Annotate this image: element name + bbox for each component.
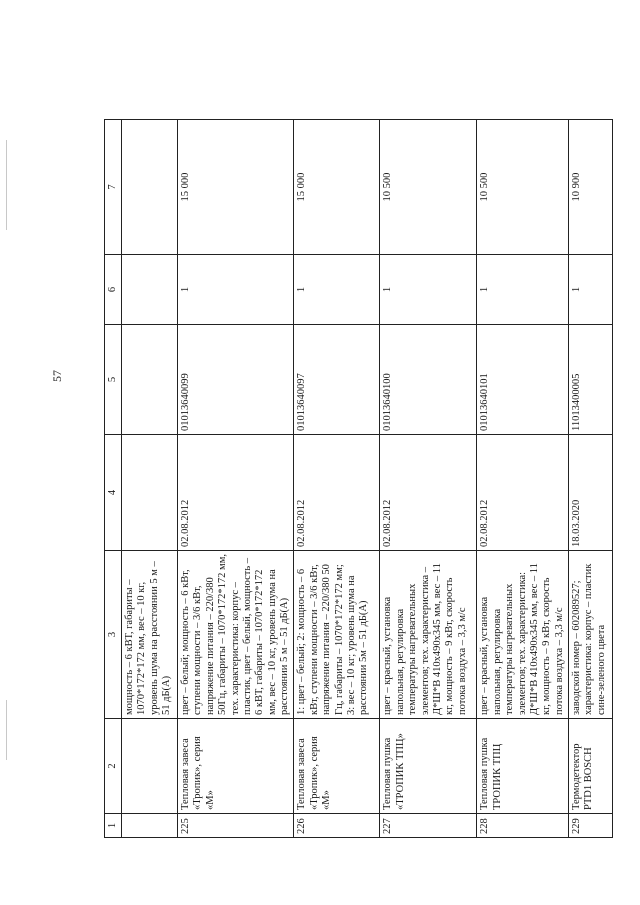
item-quantity <box>122 255 178 325</box>
page-number: 57 <box>50 370 64 382</box>
col-header-2: 2 <box>105 719 122 814</box>
table-row <box>569 120 613 838</box>
row-number: 228 <box>477 814 569 838</box>
inventory-table-container <box>104 120 607 838</box>
col-header-7: 7 <box>105 120 122 255</box>
inventory-number: 01013640097 <box>294 325 380 435</box>
item-date: 02.08.2012 <box>294 435 380 551</box>
col-header-4: 4 <box>105 435 122 551</box>
item-price: 15 000 <box>178 120 294 255</box>
col-header-5: 5 <box>105 325 122 435</box>
item-price: 10 900 <box>569 120 613 255</box>
item-date: 02.08.2012 <box>178 435 294 551</box>
item-price: 10 500 <box>380 120 477 255</box>
row-number: 227 <box>380 814 477 838</box>
item-name: Тепловая завеса «Тропик», серия «М» <box>178 719 294 814</box>
scan-edge-mark <box>6 700 7 760</box>
table-row <box>122 120 178 838</box>
inventory-number: 11013400005 <box>569 325 613 435</box>
inventory-number: 01013640101 <box>477 325 569 435</box>
item-name: Тепловая завеса «Тропик», серия «М» <box>294 719 380 814</box>
header-row <box>105 120 122 838</box>
item-description: цвет – красный, установка напольная, регулировка температуры нагревательных элементов; тех. характеристика: Д*Ш*В 410х490х345 мм, вес – 11 кг, мощность – 9 кВт, скорость потока воздуха – 3,3 м/с <box>477 551 569 719</box>
item-description: 1: цвет – белый; 2: мощность – 6 кВт, ступени мощности – 3/6 кВт, напряжение питания – 220/380 50 Гц, габариты – 1070*172*172 мм; 3: вес – 10 кг; уровень шума на расстоянии 5м – 51 дБ(А) <box>294 551 380 719</box>
item-quantity: 1 <box>569 255 613 325</box>
col-header-6: 6 <box>105 255 122 325</box>
row-number: 229 <box>569 814 613 838</box>
item-description: цвет – красный, установка напольная, регулировка температуры нагревательных элементов; тех. характеристика – Д*Ш*В 410х490х345 мм, вес – 11 кг, мощность – 9 кВт, скорость потока воздуха – 3,3 м/с <box>380 551 477 719</box>
table-row <box>294 120 380 838</box>
item-description: мощность – 6 кВТ, габариты – 1070*172*172 мм, вес – 10 кг, уровень шума на расстоянии 5 м –51 дБ(А) <box>122 551 178 719</box>
item-quantity: 1 <box>380 255 477 325</box>
scan-edge-mark <box>6 140 7 230</box>
item-price: 15 000 <box>294 120 380 255</box>
row-number: 225 <box>178 814 294 838</box>
table-row <box>380 120 477 838</box>
item-description: заводской номер – 602089527; характеристика: корпус – пластик сине-зеленого цвета <box>569 551 613 719</box>
col-header-3: 3 <box>105 551 122 719</box>
item-date: 18.03.2020 <box>569 435 613 551</box>
row-number <box>122 814 178 838</box>
item-date: 02.08.2012 <box>477 435 569 551</box>
item-price <box>122 120 178 255</box>
inventory-number <box>122 325 178 435</box>
item-name: Тепловая пушка «ТРОПИК ТПЦ» <box>380 719 477 814</box>
item-quantity: 1 <box>294 255 380 325</box>
item-description: цвет – белый; мощность – 6 кВт, ступени мощности – 3/6 кВт, напряжение питания – 220/380 50Гц, габариты – 1070*172*172 мм, тех. характеристика: корпус – пластик, цвет – белый, мощность – 6 кВТ, габариты – 1070*172*172 мм, вес – 10 кг, уровень шума на расстоянии 5 м – 51 дБ(А) <box>178 551 294 719</box>
table-row <box>178 120 294 838</box>
col-header-1: 1 <box>105 814 122 838</box>
item-quantity: 1 <box>477 255 569 325</box>
inventory-table <box>104 119 613 838</box>
row-number: 226 <box>294 814 380 838</box>
item-name <box>122 719 178 814</box>
inventory-number: 01013640100 <box>380 325 477 435</box>
item-date: 02.08.2012 <box>380 435 477 551</box>
item-name: Термодетектор PTD1 BOSCH <box>569 719 613 814</box>
item-price: 10 500 <box>477 120 569 255</box>
table-row <box>477 120 569 838</box>
item-name: Тепловая пушка ТРОПИК ТПЦ <box>477 719 569 814</box>
inventory-number: 01013640099 <box>178 325 294 435</box>
item-quantity: 1 <box>178 255 294 325</box>
item-date <box>122 435 178 551</box>
